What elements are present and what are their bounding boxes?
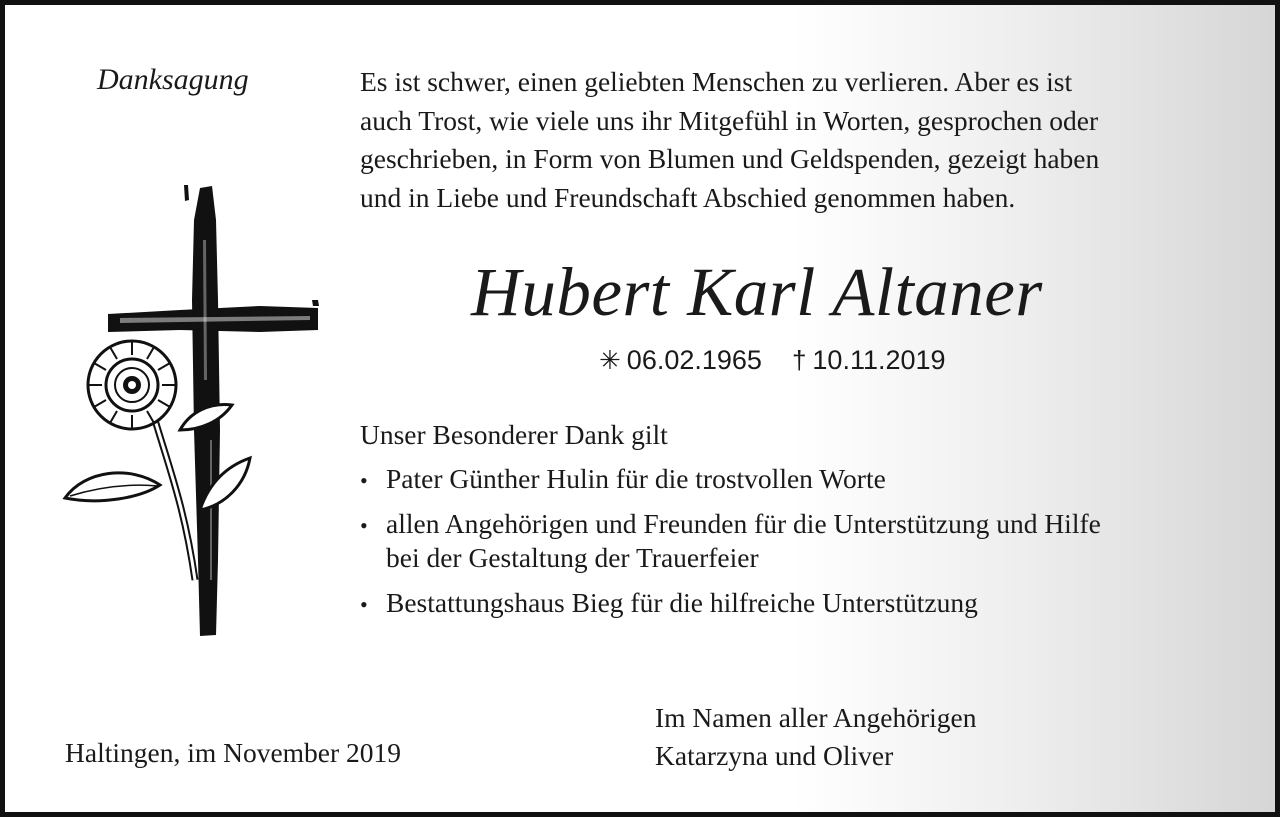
birth-date: 06.02.1965 — [626, 345, 762, 375]
intro-text — [360, 63, 1260, 217]
intro-line: Es ist schwer, einen geliebten Menschen zu verlieren. Aber es ist — [360, 66, 1073, 97]
signature-names: Katarzyna und Oliver — [655, 740, 894, 771]
birth-star-icon: ✳ — [599, 345, 621, 375]
heading: Danksagung — [97, 63, 249, 96]
cross-with-sunflower-icon — [60, 180, 325, 640]
signature — [655, 699, 977, 775]
intro-line: geschrieben, in Form von Blumen und Geldspenden, gezeigt haben — [360, 143, 1100, 174]
thanks-title: Unser Besonderer Dank gilt — [360, 419, 668, 450]
thanks-list — [360, 462, 1260, 631]
list-item-text: Bestattungshaus Bieg für die hilfreiche Unterstützung — [386, 587, 978, 618]
life-dates — [599, 345, 946, 376]
list-item — [360, 507, 1260, 575]
list-item — [360, 462, 1260, 496]
list-item-text: bei der Gestaltung der Trauerfeier — [386, 542, 759, 573]
place-date: Haltingen, im November 2019 — [65, 737, 402, 768]
list-item — [360, 586, 1260, 620]
death-date: 10.11.2019 — [812, 345, 946, 375]
list-item-text: Pater Günther Hulin für die trostvollen Worte — [386, 463, 886, 494]
signature-line: Im Namen aller Angehörigen — [655, 702, 977, 733]
list-item-text: allen Angehörigen und Freunden für die Unterstützung und Hilfe — [386, 508, 1101, 539]
intro-line: und in Liebe und Freundschaft Abschied genommen haben. — [360, 181, 1016, 213]
intro-line: auch Trost, wie viele uns ihr Mitgefühl in Worten, gesprochen oder — [360, 104, 1099, 136]
deceased-name: Hubert Karl Altaner — [471, 254, 1043, 330]
death-cross-icon: † — [791, 345, 807, 375]
